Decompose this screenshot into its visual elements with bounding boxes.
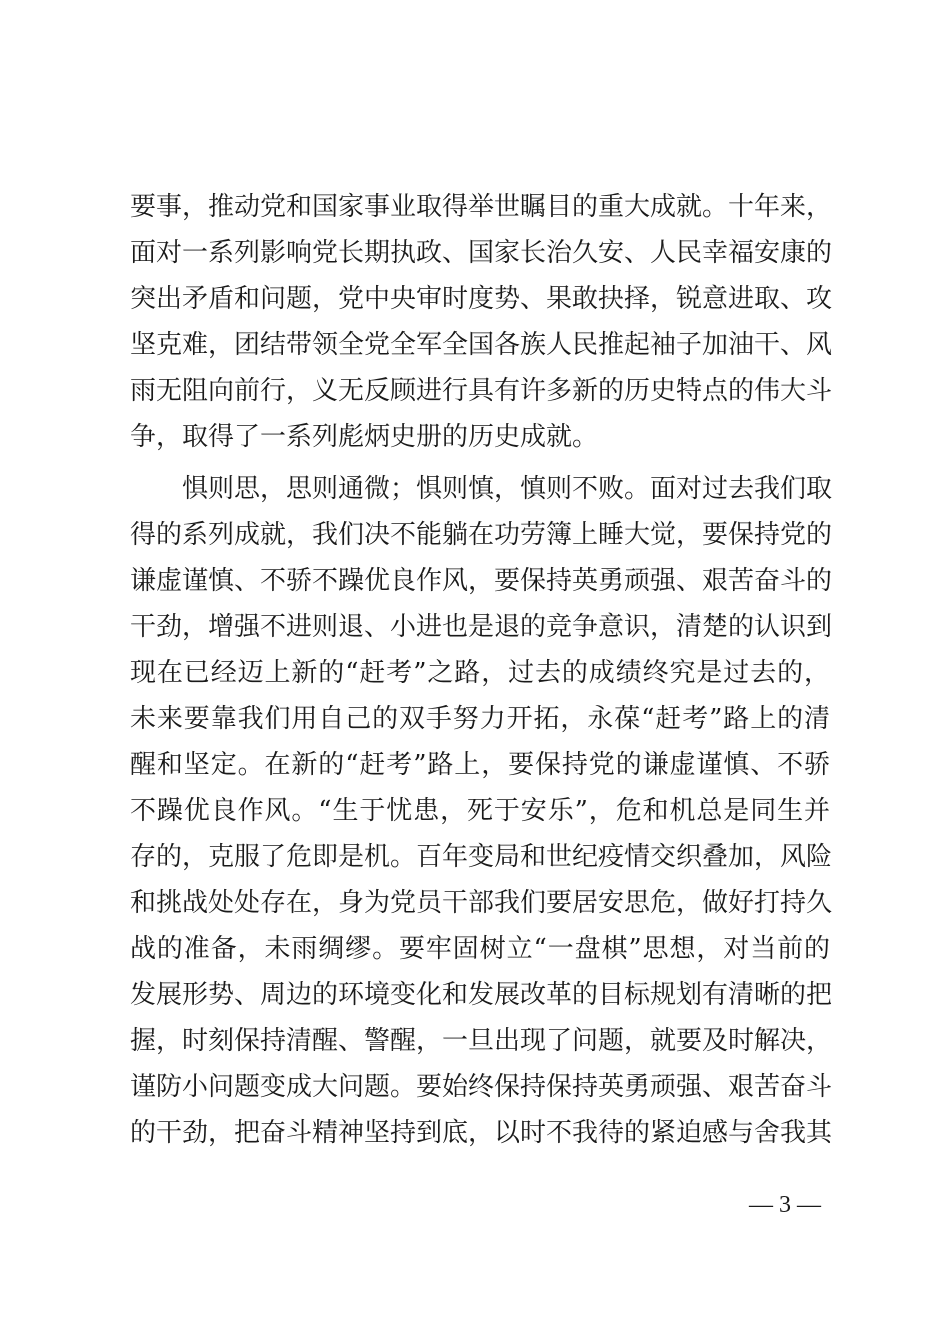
- text-line: 握，时刻保持清醒、警醒，一旦出现了问题，就要及时解决，: [130, 1026, 833, 1056]
- text-line: 争，取得了一系列彪炳史册的历史成就。: [130, 422, 599, 452]
- text-line: 醒和坚定。在新的“赶考”路上，要保持党的谦虚谨慎、不骄: [130, 750, 830, 780]
- text-line: 和挑战处处存在，身为党员干部我们要居安思危，做好打持久: [130, 888, 833, 918]
- text-line: 突出矛盾和问题，党中央审时度势、果敢抉择，锐意进取、攻: [130, 284, 833, 314]
- text-line: 谨防小问题变成大问题。要始终保持保持英勇顽强、艰苦奋斗: [130, 1072, 833, 1102]
- body-text: [130, 184, 833, 1156]
- text-line: 发展形势、周边的环境变化和发展改革的目标规划有清晰的把: [130, 980, 833, 1010]
- paragraph-2: [130, 466, 833, 1156]
- text-line: 干劲，增强不进则退、小进也是退的竞争意识，清楚的认识到: [130, 612, 833, 642]
- text-line: 存的，克服了危即是机。百年变局和世纪疫情交织叠加，风险: [130, 842, 833, 872]
- text-line: 雨无阻向前行，义无反顾进行具有许多新的历史特点的伟大斗: [130, 376, 833, 406]
- text-line: 面对一系列影响党长期执政、国家长治久安、人民幸福安康的: [130, 238, 833, 268]
- text-line: 不躁优良作风。“生于忧患，死于安乐”，危和机总是同生并: [130, 796, 830, 826]
- text-line: 战的准备，未雨绸缪。要牢固树立“一盘棋”思想，对当前的: [130, 934, 830, 964]
- text-line: 得的系列成就，我们决不能躺在功劳簿上睡大觉，要保持党的: [130, 520, 833, 550]
- text-line: 现在已经迈上新的“赶考”之路，过去的成绩终究是过去的，: [130, 658, 830, 688]
- text-line: 惧则思，思则通微；惧则慎，慎则不败。面对过去我们取: [182, 474, 833, 504]
- paragraph-1: [130, 184, 833, 460]
- text-line: 谦虚谨慎、不骄不躁优良作风，要保持英勇顽强、艰苦奋斗的: [130, 566, 833, 596]
- text-line: 的干劲，把奋斗精神坚持到底，以时不我待的紧迫感与舍我其: [130, 1118, 833, 1148]
- text-line: 要事，推动党和国家事业取得举世瞩目的重大成就。十年来，: [130, 192, 833, 222]
- text-line: 坚克难，团结带领全党全军全国各族人民推起袖子加油干、风: [130, 330, 833, 360]
- page-number: — 3 —: [749, 1192, 821, 1218]
- text-line: 未来要靠我们用自己的双手努力开拓，永葆“赶考”路上的清: [130, 704, 830, 734]
